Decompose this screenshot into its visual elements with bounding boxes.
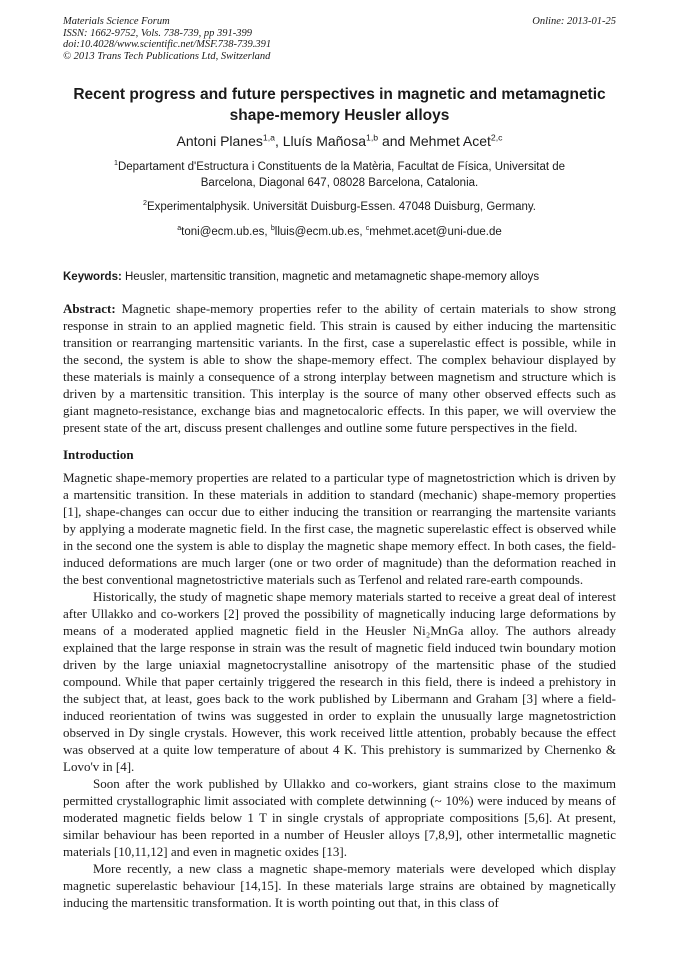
introduction-paragraph-2: Historically, the study of magnetic shape memory materials started to receive a great deal of interest after Ullakko and co-workers [2] proved the possibility of magnetically inducing large deformations by means of a moderated applied magnetic field in the Heusler Ni₂MnGa alloy. The authors already explained that the large response in strain was the result of magnetic field induced twin boundary motion driven by the large uniaxial magnetocrystalline anisotropy of the martensitic phase of the studied compound. While that paper certainly triggered the research in this field, there is indeed a prehistory in the subject that, at least, goes back to the work published by Libermann and Graham [3] where a field-induced reorientation of twins was suggested in order to explain the unusually large magnetostriction observed in Dy single crystals. However, this work received little attention, probably because the effect was observed at a quite low temperature of about 4 K. This prehistory is summarized by Chernenko & Lovo'v in [4].: [63, 589, 616, 774]
affiliation-mark: 2: [142, 199, 147, 208]
affiliation-2: [63, 200, 616, 216]
introduction-paragraph-3: Soon after the work published by Ullakko and co-workers, giant strains close to the maximum permitted crystallographic limit associated with complete detwinning (~ 10%) were induced by means of moderated magnetic fields below 1 T in single crystals of appropriate compositions [5,6]. At present, similar behaviour has been reported in a number of Heusler alloys [7,8,9], other intermetallic magnetic materials [10,11,12] and even in magnetic oxides [13].: [63, 776, 616, 859]
journal-info: [63, 16, 271, 62]
introduction-paragraph-4: More recently, a new class a magnetic shape-memory materials were developed which display magnetic superelastic behaviour [14,15]. In these materials large strains are obtained by magnetically inducing the martensitic transformation. It is worth pointing out that, in this class of: [63, 861, 616, 910]
author-name: , Lluís Mañosa: [274, 133, 367, 149]
keywords-text: Heusler, martensitic transition, magnetic and metamagnetic shape-memory alloys: [125, 271, 540, 283]
copyright-line: © 2013 Trans Tech Publications Ltd, Switzerland: [63, 50, 271, 62]
section-heading-introduction: Introduction: [63, 447, 134, 462]
affiliation-mark: 1: [113, 159, 118, 168]
journal-name: Materials Science Forum: [63, 16, 170, 27]
author-affil-mark: 2,c: [490, 132, 503, 143]
affiliation-text: Departament d'Estructura i Constituents de la Matèria, Facultat de Física, Universitat de Barcelona, Diagonal 647, 08028 Barcelona, Catalonia.: [117, 161, 566, 189]
affiliation-1: [87, 160, 592, 191]
email-address: lluis@ecm.ub.es,: [274, 225, 363, 238]
affiliation-text: Experimentalphysik. Universität Duisburg-Essen. 47048 Duisburg, Germany.: [146, 201, 536, 213]
author-name: Antoni Planes: [176, 133, 263, 149]
email-address: mehmet.acet@uni-due.de: [369, 225, 502, 238]
title-line-2: shape-memory Heusler alloys: [229, 107, 450, 124]
authors-line: [63, 132, 616, 151]
doi-line: doi:10.4028/www.scientific.net/MSF.738-739.391: [63, 39, 272, 50]
abstract-paragraph: [63, 300, 616, 436]
title-line-1: Recent progress and future perspectives in magnetic and metamagnetic: [73, 86, 606, 103]
email-address: toni@ecm.ub.es,: [181, 225, 268, 238]
author-affil-mark: 1,a: [262, 132, 275, 143]
online-date: Online: 2013-01-25: [532, 16, 616, 27]
paper-title: [63, 84, 616, 126]
email-mark: a: [177, 223, 182, 232]
introduction-paragraph-1: Magnetic shape-memory properties are related to a particular type of magnetostriction which is driven by a martensitic transition. In these materials in addition to standard (mechanic) shape-memory properties [1], shape-changes can occur due to either inducing the transition or rearranging the martensite variants by applying a moderate magnetic field. In the first case, the magnetic superelastic effect is observed while in the second one the system is able to display the magnetic shape memory effect. In both cases, the field-induced deformations are much larger (one or two order of magnitude) than the deformation reached in the best conventional magnetostrictive materials such as Terfenol and related rare-earth compounds.: [63, 470, 616, 587]
abstract-text: Magnetic shape-memory properties refer to the ability of certain materials to show strong response in strain to an applied magnetic field. This strain is caused by either inducing the martensitic transition or rearranging martensitic variants. In the first, case a superelastic effect is possible, while in the second, the system is able to show the shape-memory effect. The complex behaviour displayed by these materials is mainly a consequence of a strong interplay between magnetism and structure which is driven by a martensitic transition. This interplay is the source of many other observed effects such as giant magneto-resistance, exchange bias and magnetocaloric effects. In this paper, we will overview the present state of the art, discuss present challenges and outline some future perspectives in the field.: [63, 301, 616, 435]
author-emails: [63, 225, 616, 241]
keywords-label: Keywords:: [63, 271, 122, 283]
email-mark: c: [365, 223, 370, 232]
keywords-line: [63, 270, 616, 285]
author-affil-mark: 1,b: [366, 132, 379, 143]
journal-header: [63, 16, 616, 62]
issn-line: ISSN: 1662-9752, Vols. 738-739, pp 391-399: [63, 27, 252, 39]
abstract-label: Abstract:: [63, 301, 116, 316]
email-mark: b: [270, 223, 275, 232]
author-name: and Mehmet Acet: [378, 133, 491, 149]
